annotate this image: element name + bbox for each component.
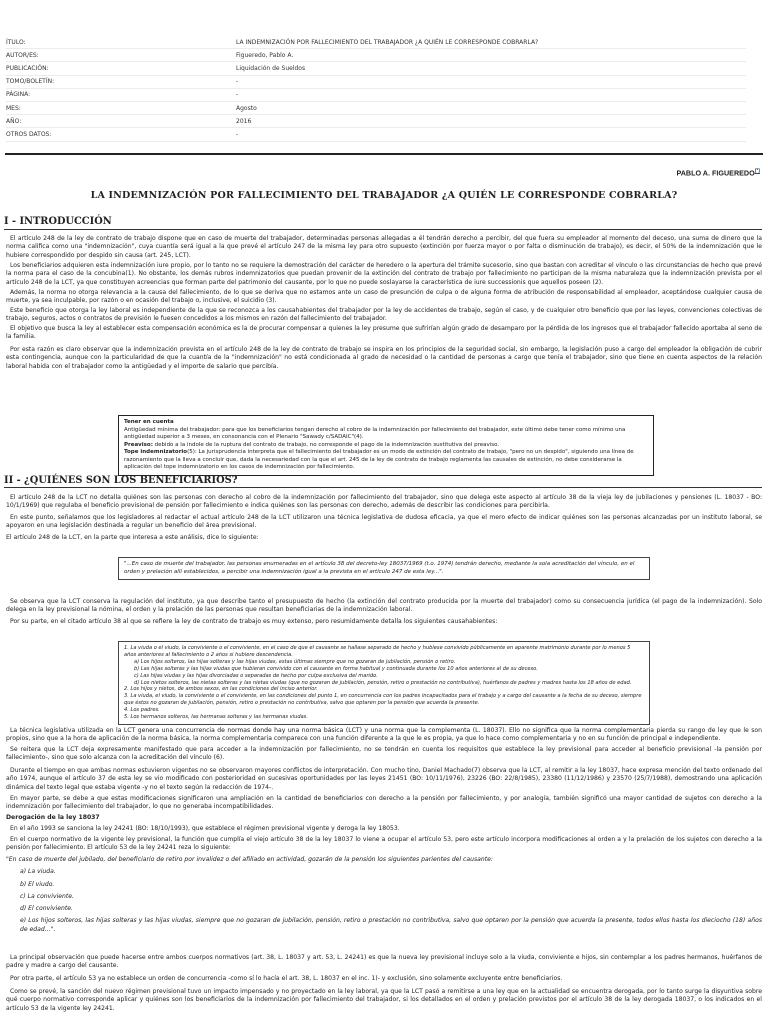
metadata-value: 2016 — [236, 117, 252, 125]
metadata-key: AÑO: — [6, 117, 22, 125]
metadata-row — [6, 36, 746, 49]
note-line: Tope indemnizatorio(5): La jurisprudencia interpreta que el fallecimiento del trabajador es un modo de extinción del contrato de trabajo, "pero no un despido", siguiendo una línea de razonamiento que la lleva a concluir que, dada la necesariedad con la que el art. 245 de la ley de contrato de trabajo reglamenta las causales de extinción, no debe considerarse la aplicación del tope indemnizatorio en los casos de indemnización por fallecimiento. — [124, 449, 634, 470]
paragraph: Los beneficiarios adquieren esta indemnización iure propio, por lo tanto no se requiere la demostración del carácter de heredero o la apertura del trámite sucesorio, sino que bastan con acreditar el vínculo o las circunstancias de hecho que prevé la norma para el caso de la concubina(1). No obstante, los demás rubros indemnizatorios que puedan provenir de la extinción del contrato de trabajo por fallecimiento no participan de la misma naturaleza que la indemnización prevista por el artículo 248 de la LCT, ya que constituyen acreencias que forman parte del patrimonio del causante, por lo que no puede soslayarse la característica de iure successionis que aquellos poseen (2). — [6, 262, 762, 286]
list-item: 3. La viuda, el viudo, la conviviente o el conviviente, en las condiciones del punto 1, en concurrencia con los padres incapacitados para el trabajo y a cargo del causante a la fecha de su deceso, siempre que éstos no gozaran de jubilación, pensión, retiro o prestación no contributiva, salvo que optaren por la pensión que acuerda la presente. — [124, 693, 642, 707]
metadata-value: LA INDEMNIZACIÓN POR FALLECIMIENTO DEL TRABAJADOR ¿A QUIÉN LE CORRESPONDE COBRARLA? — [236, 38, 539, 46]
author-name: PABLO A. FIGUEREDO(*) — [676, 168, 760, 178]
paragraph: En el año 1993 se sanciona la ley 24241 (BO: 18/10/1993), que establece el régimen previsional vigente y deroga la ley 18053. — [10, 825, 400, 832]
list-item: 4. Los padres. — [124, 707, 160, 714]
list-item: c) Las hijas viudas y las hijas divorciadas o separadas de hecho por culpa exclusiva del marido. — [134, 672, 378, 679]
quote-text: "...En caso de muerte del trabajador, las personas enumeradas en el artículo 38 del decreto-ley 18037/1969 (t.o. 1974) tendrán derecho, mediante la sola acreditación del vínculo, en el orden y prelación allí establecidos, a percibir una indemnización igual a la prevista en el artículo 247 de esta ley...". — [124, 561, 635, 575]
list-item: b) El viudo. — [20, 880, 55, 888]
paragraph: El artículo 248 de la LCT no detalla quiénes son las personas con derecho al cobro de la indemnización por fallecimiento del trabajador, sino que delega este aspecto al artículo 38 de la vieja ley de jubilaciones y pensiones (L. 18037 - BO: 10/1/1969) que regulaba el beneficio previsional de pensión por fallecimiento e indica quiénes son las personas con derecho, además de describir las condiciones para percibirla. — [6, 494, 762, 510]
section-divider — [4, 487, 762, 488]
paragraph: Además, la norma no otorga relevancia a la causa del fallecimiento, de lo que se deriva que no estamos ante un caso de presunción de culpa o de alguna forma de atribución de responsabilidad al empleador, aceptándose cualquier causa de muerte, ya sea inculpable, por razón o en ocasión del trabajo o, inclusive, el suicidio (3). — [6, 289, 762, 305]
metadata-row — [6, 62, 746, 75]
metadata-row — [6, 49, 746, 62]
header-divider — [5, 153, 763, 155]
author-note-link[interactable]: (*) — [754, 168, 760, 174]
metadata-value: Figueredo, Pablo A. — [236, 51, 294, 59]
metadata-value: - — [236, 78, 239, 86]
paragraph: Se observa que la LCT conserva la regulación del instituto, ya que describe tanto el presupuesto de hecho (la extinción del contrato producida por la muerte del trabajador) como su consecuencia jurídica (el pago de la indemnización). Solo delega en la ley previsional la nómina, el orden y la prelación de las personas que resultan beneficiarias de la indemnización laboral. — [6, 598, 762, 614]
paragraph: La principal observación que puede hacerse entre ambos cuerpos normativos (art. 38, L. 18037 y art. 53, L. 24241) es que la nueva ley previsional incluye solo a la viuda, conviviente e hijos, sin contemplar a los padres hermanos, huérfanos de padre y madre a cargo del causante. — [6, 954, 762, 970]
paragraph: Se reitera que la LCT deja expresamente manifestado que para acceder a la indemnización por fallecimiento, no se tendrán en cuenta los requisitos que establece la ley previsional para acceder al beneficio previsional -la pensión por fallecimiento-, sino que solo alcanza con la acreditación del vínculo (6). — [6, 746, 762, 762]
metadata-key: PÁGINA: — [6, 91, 31, 99]
metadata-key: MES: — [6, 104, 21, 112]
paragraph: Por su parte, en el citado artículo 38 al que se refiere la ley de contrato de trabajo es muy extenso, pero resumidamente detalla los siguientes causahabientes: — [10, 618, 498, 625]
paragraph: Durante el tiempo en que ambas normas estuvieron vigentes no se observaron mayores conflictos de interpretación. Con mucho tino, Daniel Machado(7) observa que la LCT, al remitir a la ley 18037, hace expresa mención del texto ordenado del año 1974, aunque el artículo 37 de esta ley se vio modificado con posterioridad en sucesivas oportunidades por las leyes 21451 (BO: 10/11/1976), 23226 (BO: 22/8/1985), 23380 (11/12/1986) y 23570 (25/7/1988), demostrando una aplicación dinámica del texto legal que estaba vigente -y no el texto según la redacción de 1974-. — [6, 767, 762, 791]
metadata-row — [6, 128, 746, 141]
document-title: LA INDEMNIZACIÓN POR FALLECIMIENTO DEL TRABAJADOR ¿A QUIÉN LE CORRESPONDE COBRARLA? — [90, 190, 678, 201]
metadata-key: PUBLICACIÓN: — [6, 64, 49, 72]
list-item: b) Las hijas solteras y las hijas viudas que hubieran convivido con el causante en forma habitual y continuada durante los 10 años anteriores al de su deceso. — [134, 665, 538, 672]
paragraph: Este beneficio que otorga la ley laboral es independiente de la que se reconozca a los causahabientes del trabajador por la ley de accidentes de trabajo, según el caso, y de cualquier otro beneficio que por las leyes, convenciones colectivas de trabajo, seguros, actos o contratos de previsión le fuesen concedidos a los mismos en razón del fallecimiento del trabajador. — [6, 307, 762, 323]
list-item: 5. Los hermanos solteros, las hermanas solteras y las hermanas viudas. — [124, 714, 308, 721]
paragraph: En mayor parte, se debe a que estas modificaciones significaron una ampliación en la cantidad de beneficiarios con derecho a la pensión por fallecimiento, y por analogía, también significó una mayor cantidad de sujetos con derecho a la indemnización por fallecimiento del trabajador, lo que no generaba incompatibilidades. — [6, 795, 762, 811]
list-item: a) Los hijos solteros, las hijas solteras y las hijas viudas, estas últimas siempre que no gozaran de jubilación, pensión o retiro. — [134, 658, 456, 665]
list-item: d) Los nietos solteros, las nietas solteras y las nietas viudas (que no gozaran de jubilación, pensión, retiro o prestación no contributiva), huérfanos de padres y madres hasta los 18 años de edad. — [134, 679, 632, 686]
metadata-key: AUTOR/ES: — [6, 51, 39, 59]
metadata-key: ÍTULO: — [6, 38, 26, 46]
metadata-row — [6, 115, 746, 128]
paragraph: Como se prevé, la sanción del nuevo régimen previsional tuvo un impacto impensado y no proyectado en la ley laboral, ya que la LCT pasó a remitirse a una ley que en la actualidad se encuentra derogada, por lo tanto surge la disyuntiva sobre qué cuerpo normativo corresponde aplicar y quiénes son los beneficiarios de la indemnización por fallecimiento del trabajador, si los detallados en el orden y prelación previstos por el artículo 38 de la ley derogada 18037, o los indicados en el artículo 53 de la vigente ley 24241. — [6, 988, 762, 1012]
quote-article-248 — [118, 557, 650, 580]
paragraph: El artículo 248 de la ley de contrato de trabajo dispone que en caso de muerte del trabajador, determinadas personas allegadas a él tendrán derecho a percibir, del que fuera su empleador al momento del deceso, una suma de dinero que la norma califica como una "indemnización", cuya cuantía será igual a la que prevé el artículo 247 de la misma ley para otro supuesto (extinción por fuerza mayor o por falta o disminución de trabajo), es decir, el 50% de la indemnización que le hubiere correspondido por despido sin causa (art. 245, LCT). — [6, 235, 762, 259]
paragraph: En este punto, señalamos que los legisladores al redactar el actual artículo 248 de la LCT utilizaron una técnica legislativa de dudosa eficacia, ya que el mero efecto de indicar quiénes son las personas alcanzadas por un instituto laboral, se apoyaron en una legislación destinada a regular un beneficio del área previsional. — [6, 514, 762, 530]
note-box-heading: Tener en cuenta — [124, 419, 174, 425]
metadata-value: - — [236, 91, 239, 99]
section-heading-beneficiarios: II - ¿QUIÉNES SON LOS BENEFICIARIOS? — [4, 475, 238, 486]
list-item: d) El conviviente. — [20, 905, 73, 913]
paragraph: El objetivo que busca la ley al establecer esta compensación económica es la de procurar compensar a quienes la ley presume que sufrirían algún grado de desamparo por la pérdida de los ingresos que el trabajador fallecido aportaba al seno de la familia. — [6, 325, 762, 341]
list-item: a) La viuda. — [20, 868, 56, 876]
quote-text: "En caso de muerte del jubilado, del beneficiario de retiro por invalidez o del afiliado en actividad, gozarán de la pensión los siguientes parientes del causante: — [6, 856, 493, 863]
metadata-value: Liquidación de Sueldos — [236, 64, 306, 72]
list-item: c) La conviviente. — [20, 892, 74, 900]
document-metadata — [6, 36, 746, 142]
list-item: 2. Los hijos y nietos, de ambos sexos, en las condiciones del inciso anterior. — [124, 686, 318, 693]
paragraph: La técnica legislativa utilizada en la LCT genera una concurrencia de normas donde hay una norma básica (LCT) y una norma que la complementa (L. 18037). Ello no significa que la norma complementaria pierda su rango de ley que le son propios, sino que a la hora de aplicación de la norma básica, la norma complementaria comparece con una función diferente a la que le es propia, ya que lo hace como complementaria y no en su función de principal e independiente. — [6, 727, 762, 743]
metadata-value: Agosto — [236, 104, 257, 112]
section-heading-introduccion: I - INTRODUCCIÓN — [4, 216, 112, 227]
paragraph: Por otra parte, el artículo 53 ya no establece un orden de concurrencia -como sí lo hacía el art. 38, L. 18037 en el inc. 1)- y exclusión, sino solamente excluyente entre beneficiarios. — [10, 975, 563, 982]
section-divider — [4, 229, 762, 230]
note-box-tener-en-cuenta — [118, 415, 654, 476]
metadata-key: OTROS DATOS: — [6, 130, 52, 138]
sub-heading-derogacion: Derogación de la ley 18037 — [6, 814, 100, 821]
paragraph: En el cuerpo normativo de la vigente ley previsional, la función que cumplía el viejo artículo 38 de la ley 18037 lo viene a ocupar el artículo 53, pero este artículo incorpora modificaciones al orden a y la prelación de los sujetos con derecho a la pensión por fallecimiento. El artículo 53 de la ley 24241 reza lo siguiente: — [6, 836, 762, 852]
metadata-key: TOMO/BOLETÍN: — [6, 78, 55, 86]
paragraph: Por esta razón es claro observar que la indemnización prevista en el artículo 248 de la ley de contrato de trabajo se inspira en los principios de la seguridad social, sin embargo, la legislación puso a cargo del empleador la obligación de cubrir esta contingencia, aunque con la particularidad de que la cuantía de la "indemnización" no está condicionada al grado de necesidad o la cantidad de personas a cargo que tenía el trabajador, sino que tiene en cuenta aspectos de la relación laboral habida con el trabajador como la antigüedad y el importe de salario que percibía. — [6, 346, 762, 370]
metadata-value: - — [236, 130, 239, 138]
quote-article-38-list — [118, 641, 650, 725]
paragraph: El artículo 248 de la LCT, en la parte que interesa a este análisis, dice lo siguiente: — [6, 534, 259, 541]
metadata-row — [6, 89, 746, 102]
list-item: e) Los hijos solteros, las hijas solteras y las hijas viudas, siempre que no gozaran de jubilación, pensión, retiro o prestación no contributiva, salvo que optaren por la pensión que acuerda la presente, todos ellos hasta los dieciocho (18) años de edad...". — [20, 917, 762, 933]
quote-article-53 — [6, 856, 762, 938]
note-line: Preaviso: debido a la índole de la ruptura del contrato de trabajo, no corresponde el pago de la indemnización sustitutiva del preaviso. — [124, 441, 500, 448]
note-line: Antigüedad mínima del trabajador: para que los beneficiarios tengan derecho al cobro de la indemnización por fallecimiento del trabajador, este último debe tener como mínimo una antigüedad superior a 3 meses, en consonancia con el Plenario "Sawady c/SADAIC"(4). — [124, 426, 626, 440]
metadata-row — [6, 102, 746, 115]
list-item: 1. La viuda o el viudo, la conviviente o el conviviente, en el caso de que el causante se hallase separado de hecho y hubiese convivido públicamente en aparente matrimonio durante por lo menos 5 años anteriores al fallecimiento o 2 años si hubiere descendencia. — [124, 645, 631, 658]
metadata-row — [6, 76, 746, 89]
